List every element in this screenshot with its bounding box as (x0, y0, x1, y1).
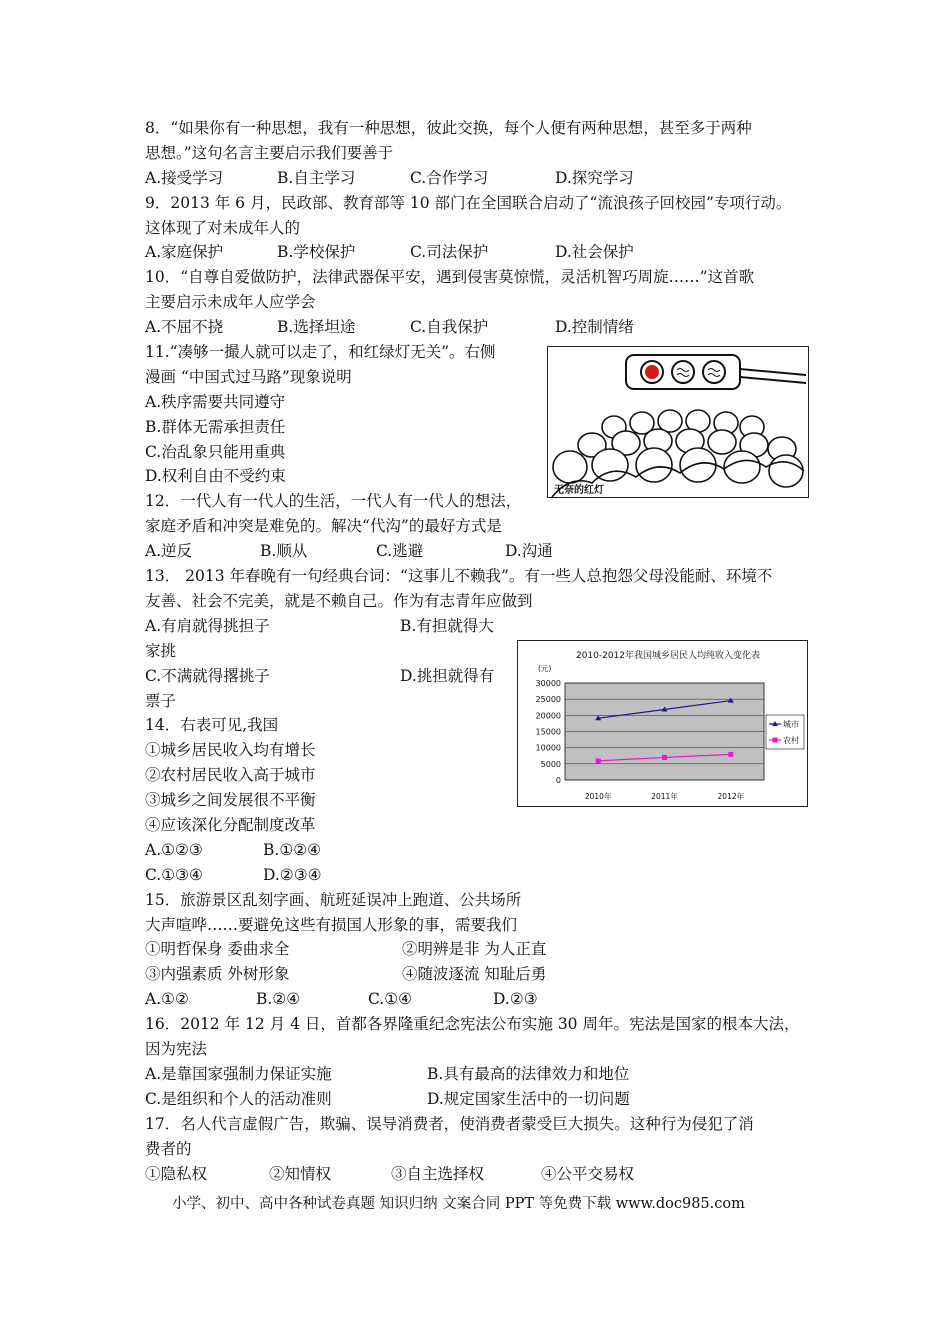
q16-stem-line1: 16．2012 年 12 月 4 日，首都各界隆重纪念宪法公布实施 30 周年。宪法是国家的根本大法， (145, 1015, 800, 1033)
legend-label: 城市 (783, 720, 799, 729)
q8-option-c: C.合作学习 (410, 169, 489, 187)
q17-item-1: ①隐私权 (145, 1165, 208, 1183)
q14-item-4: ④应该深化分配制度改革 (145, 816, 316, 834)
q14-item-1: ①城乡居民收入均有增长 (145, 741, 316, 759)
footer-download-note: 小学、初中、高中各种试卷真题 知识归纳 文案合同 PPT 等免费下载 www.doc985.com (172, 1196, 745, 1212)
q15-stem-line1: 15．旅游景区乱刻字画、航班延误冲上跑道、公共场所 (145, 891, 522, 909)
q15-option-d: D.②③ (493, 990, 538, 1008)
crowd-drawing (552, 410, 804, 497)
q14-option-c: C.①③④ (145, 866, 203, 884)
q13-option-d: D.挑担就得有 (400, 667, 495, 685)
q8-stem-line1: 8．“如果你有一种思想，我有一种思想，彼此交换，每个人便有两种思想，甚至多于两种 (145, 119, 752, 137)
y-tick-label: 20000 (535, 711, 561, 721)
green-light-icon (703, 361, 725, 383)
q8-stem-line2: 思想。”这句名言主要启示我们要善于 (145, 144, 394, 162)
q13-option-b-cont: 家挑 (145, 642, 177, 660)
q9-option-a: A.家庭保护 (145, 243, 224, 261)
y-tick-label: 10000 (535, 743, 561, 753)
q15-option-c: C.①④ (368, 990, 413, 1008)
q14-option-b: B.①②④ (263, 841, 322, 859)
q16-stem-line2: 因为宪法 (145, 1040, 208, 1058)
y-tick-label: 0 (555, 776, 561, 785)
q13-option-a: A.有肩就得挑担子 (145, 617, 270, 635)
data-point (662, 755, 667, 760)
data-point (728, 752, 733, 757)
income-chart (517, 640, 808, 807)
x-tick-label: 2011年 (651, 792, 678, 801)
q16-option-a: A.是靠国家强制力保证实施 (145, 1065, 332, 1083)
q11-option-b: B.群体无需承担责任 (145, 418, 286, 436)
q10-stem-line2: 主要启示未成年人应学会 (145, 293, 316, 311)
x-tick-labels (585, 791, 745, 801)
q12-stem-line1: 12．一代人有一代人的生活，一代人有一代人的想法， (145, 492, 522, 510)
income-chart-svg (518, 641, 807, 806)
q12-option-a: A.逆反 (145, 542, 193, 560)
q12-option-c: C.逃避 (376, 542, 424, 560)
q16-option-d: D.规定国家生活中的一切问题 (427, 1090, 630, 1108)
yellow-light-icon (672, 361, 694, 383)
q8-option-d: D.探究学习 (555, 169, 634, 187)
q17-item-4: ④公平交易权 (541, 1165, 635, 1183)
y-tick-label: 25000 (535, 695, 561, 705)
y-tick-label: 30000 (535, 679, 561, 688)
q17-stem-line2: 费者的 (145, 1140, 192, 1158)
q11-option-c: C.治乱象只能用重典 (145, 443, 286, 461)
q15-stem-line2: 大声喧哗……要避免这些有损国人形象的事，需要我们 (145, 916, 518, 934)
chart-title: 2010-2012年我国城乡居民人均纯收入变化表 (575, 651, 761, 661)
q9-option-b: B.学校保护 (277, 243, 356, 261)
q8-option-b: B.自主学习 (277, 169, 356, 187)
q12-option-b: B.顺从 (260, 542, 308, 560)
q8-option-a: A.接受学习 (145, 169, 224, 187)
chart-legend (766, 715, 804, 749)
q16-option-c: C.是组织和个人的活动准则 (145, 1090, 332, 1108)
q10-option-b: B.选择坦途 (277, 318, 356, 336)
q15-item-1: ①明哲保身 委曲求全 (145, 940, 290, 958)
cartoon-drawing (548, 347, 808, 497)
q15-option-a: A.①② (145, 990, 189, 1008)
y-tick-label: 15000 (535, 727, 561, 737)
q13-option-b: B.有担就得大 (400, 617, 494, 635)
q14-stem: 14．右表可见,我国 (145, 716, 279, 734)
q11-option-d: D.权利自由不受约束 (145, 467, 286, 485)
q15-item-3: ③内强素质 外树形象 (145, 965, 290, 983)
q9-stem-line2: 这体现了对未成年人的 (145, 219, 301, 237)
red-light-icon (645, 365, 659, 379)
q9-option-d: D.社会保护 (555, 243, 634, 261)
q16-option-b: B.具有最高的法律效力和地位 (427, 1065, 630, 1083)
q14-item-2: ②农村居民收入高于城市 (145, 766, 316, 784)
y-tick-labels (536, 679, 561, 785)
legend-label: 农村 (783, 736, 799, 745)
q11-option-a: A.秩序需要共同遵守 (145, 393, 286, 411)
y-tick-label: 5000 (540, 759, 561, 769)
q13-stem-line2: 友善、社会不完美，就是不赖自己。作为有志青年应做到 (145, 592, 533, 610)
q11-stem-line1: 11.“凑够一撮人就可以走了，和红绿灯无关”。右侧 (145, 343, 496, 361)
q17-item-2: ②知情权 (269, 1165, 332, 1183)
q14-item-3: ③城乡之间发展很不平衡 (145, 791, 316, 809)
q10-option-c: C.自我保护 (410, 318, 489, 336)
q12-option-d: D.沟通 (505, 542, 553, 560)
traffic-light-pole (740, 369, 806, 383)
q11-stem-line2: 漫画 “中国式过马路”现象说明 (145, 368, 352, 386)
x-tick-label: 2010年 (584, 792, 612, 801)
cartoon-caption: 无奈的红灯 (554, 485, 604, 496)
x-tick-label: 2012年 (717, 792, 745, 801)
traffic-light-cartoon (547, 346, 809, 498)
data-point (596, 758, 601, 763)
q10-option-d: D.控制情绪 (555, 318, 634, 336)
q15-item-2: ②明辨是非 为人正直 (402, 940, 547, 958)
q14-option-a: A.①②③ (145, 841, 203, 859)
q10-stem-line1: 10．“自尊自爱做防护，法律武器保平安，遇到侵害莫惊慌，灵活机智巧周旋……”这首歌 (145, 268, 755, 286)
q14-option-d: D.②③④ (263, 866, 322, 884)
q17-item-3: ③自主选择权 (391, 1165, 485, 1183)
q13-stem-line1: 13． 2013 年春晚有一句经典台词：“这事儿不赖我”。有一些人总抱怨父母没能耐、环境不 (145, 567, 773, 585)
q9-option-c: C.司法保护 (410, 243, 489, 261)
q12-stem-line2: 家庭矛盾和冲突是难免的。解决“代沟”的最好方式是 (145, 517, 502, 535)
chart-ylabel: (元) (538, 664, 552, 673)
q9-stem-line1: 9．2013 年 6 月，民政部、教育部等 10 部门在全国联合启动了“流浪孩子回校园”专项行动。 (145, 194, 792, 212)
legend-marker (773, 738, 778, 743)
q17-stem-line1: 17．名人代言虚假广告，欺骗、误导消费者，使消费者蒙受巨大损失。这种行为侵犯了消 (145, 1115, 754, 1133)
q15-item-4: ④随波逐流 知耻后勇 (402, 965, 547, 983)
q15-option-b: B.②④ (256, 990, 301, 1008)
q10-option-a: A.不屈不挠 (145, 318, 224, 336)
q13-option-d-cont: 票子 (145, 692, 177, 710)
q13-option-c: C.不满就得撂挑子 (145, 667, 270, 685)
